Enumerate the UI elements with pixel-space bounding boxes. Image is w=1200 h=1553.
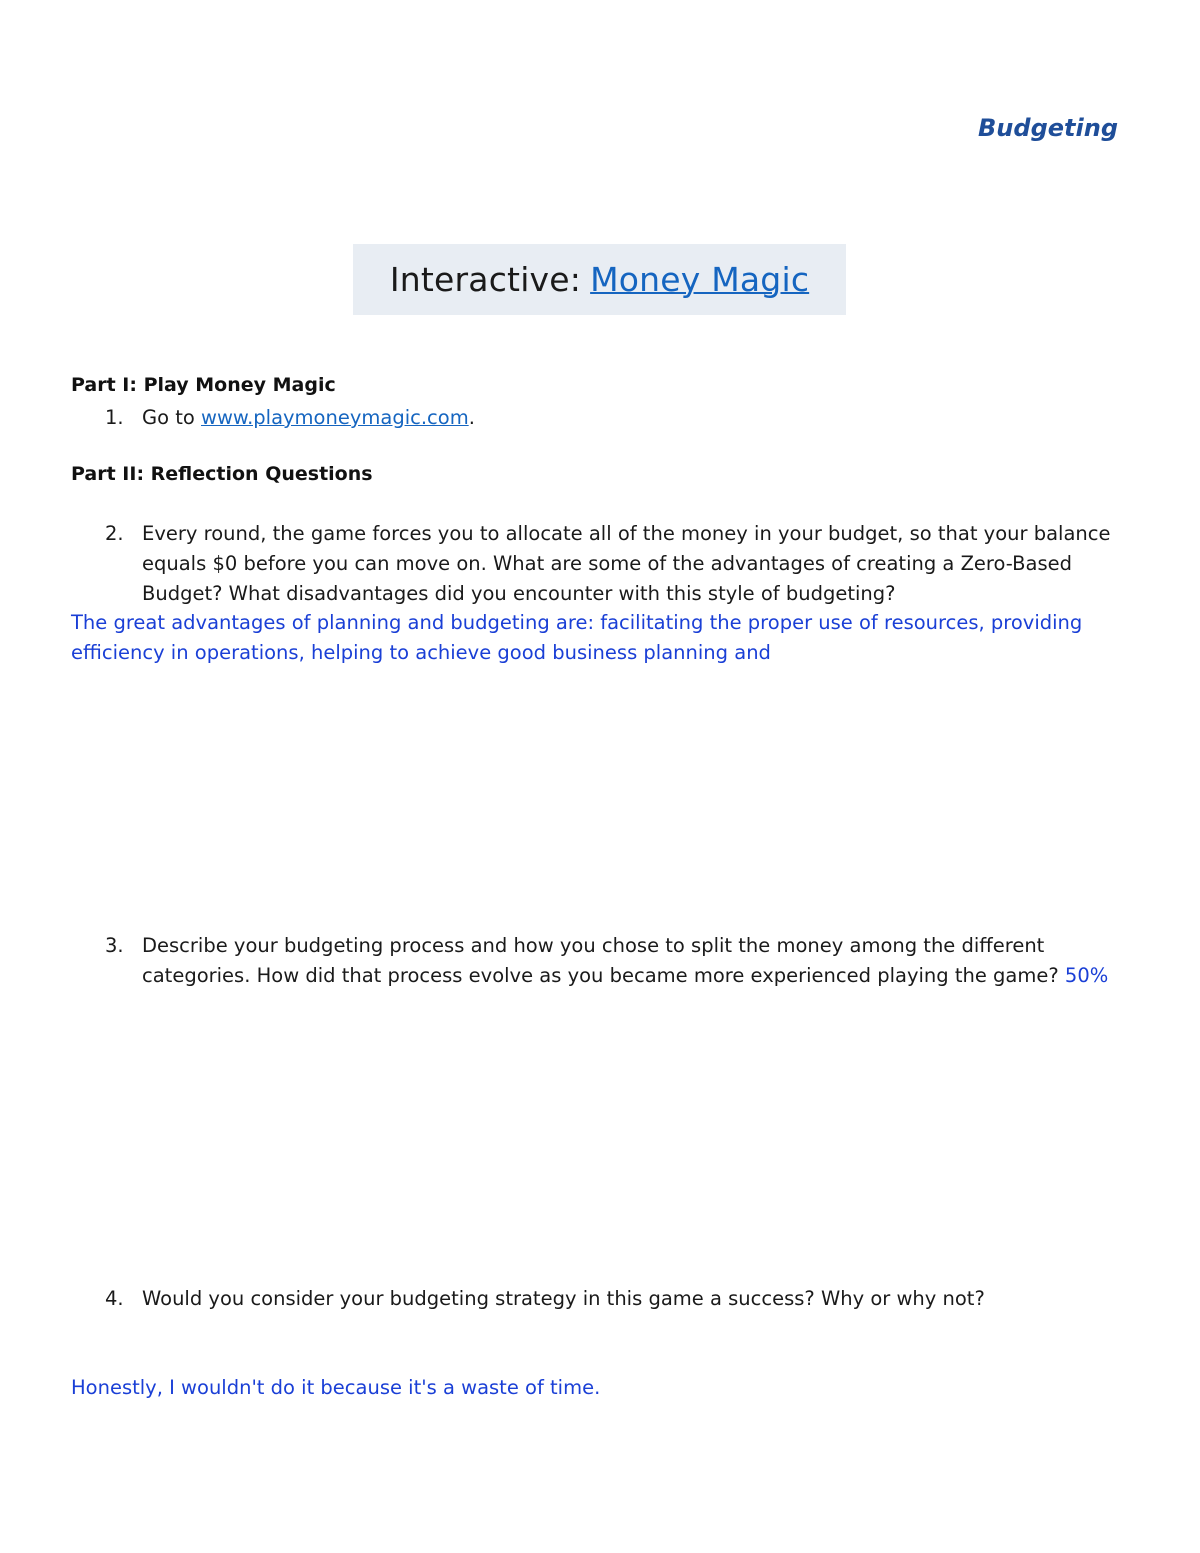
answer-2: The great advantages of planning and budgeting are: facilitating the proper use of resources, providing efficiency in operations, helping to achieve good business planning and — [71, 611, 1083, 664]
answer-3: 50% — [1064, 964, 1109, 987]
question-number: 4. — [105, 1287, 124, 1310]
item-text-end: . — [468, 406, 475, 429]
list-item — [105, 403, 1135, 433]
question-text: Would you consider your budgeting strategy in this game a success? Why or why not? — [142, 1287, 985, 1310]
question-4 — [105, 1284, 1135, 1314]
item-number: 1. — [105, 406, 124, 429]
question-3 — [105, 931, 1135, 991]
part1-heading: Part I: Play Money Magic — [71, 374, 336, 396]
topic-header: Budgeting — [978, 114, 1118, 142]
question-number: 2. — [105, 522, 124, 545]
question-2 — [105, 519, 1135, 609]
question-number: 3. — [105, 934, 124, 957]
item-text: Go to — [142, 406, 202, 429]
question-text: Every round, the game forces you to allocate all of the money in your budget, so that your balance equals $0 before you can move on. What are some of the advantages of creating a Zero-Based Budget? What disadvantages did you encounter with this style of budgeting? — [142, 522, 1111, 605]
part2-heading: Part II: Reflection Questions — [71, 463, 373, 485]
question-text: Describe your budgeting process and how you chose to split the money among the different categories. How did that process evolve as you became more experienced playing the game? — [142, 934, 1065, 987]
answer-4: Honestly, I wouldn't do it because it's a waste of time. — [71, 1376, 601, 1399]
website-link[interactable]: www.playmoneymagic.com — [201, 406, 469, 429]
title-prefix: Interactive: — [389, 260, 582, 299]
title-banner — [353, 244, 846, 315]
money-magic-link[interactable]: Money Magic — [590, 260, 810, 299]
